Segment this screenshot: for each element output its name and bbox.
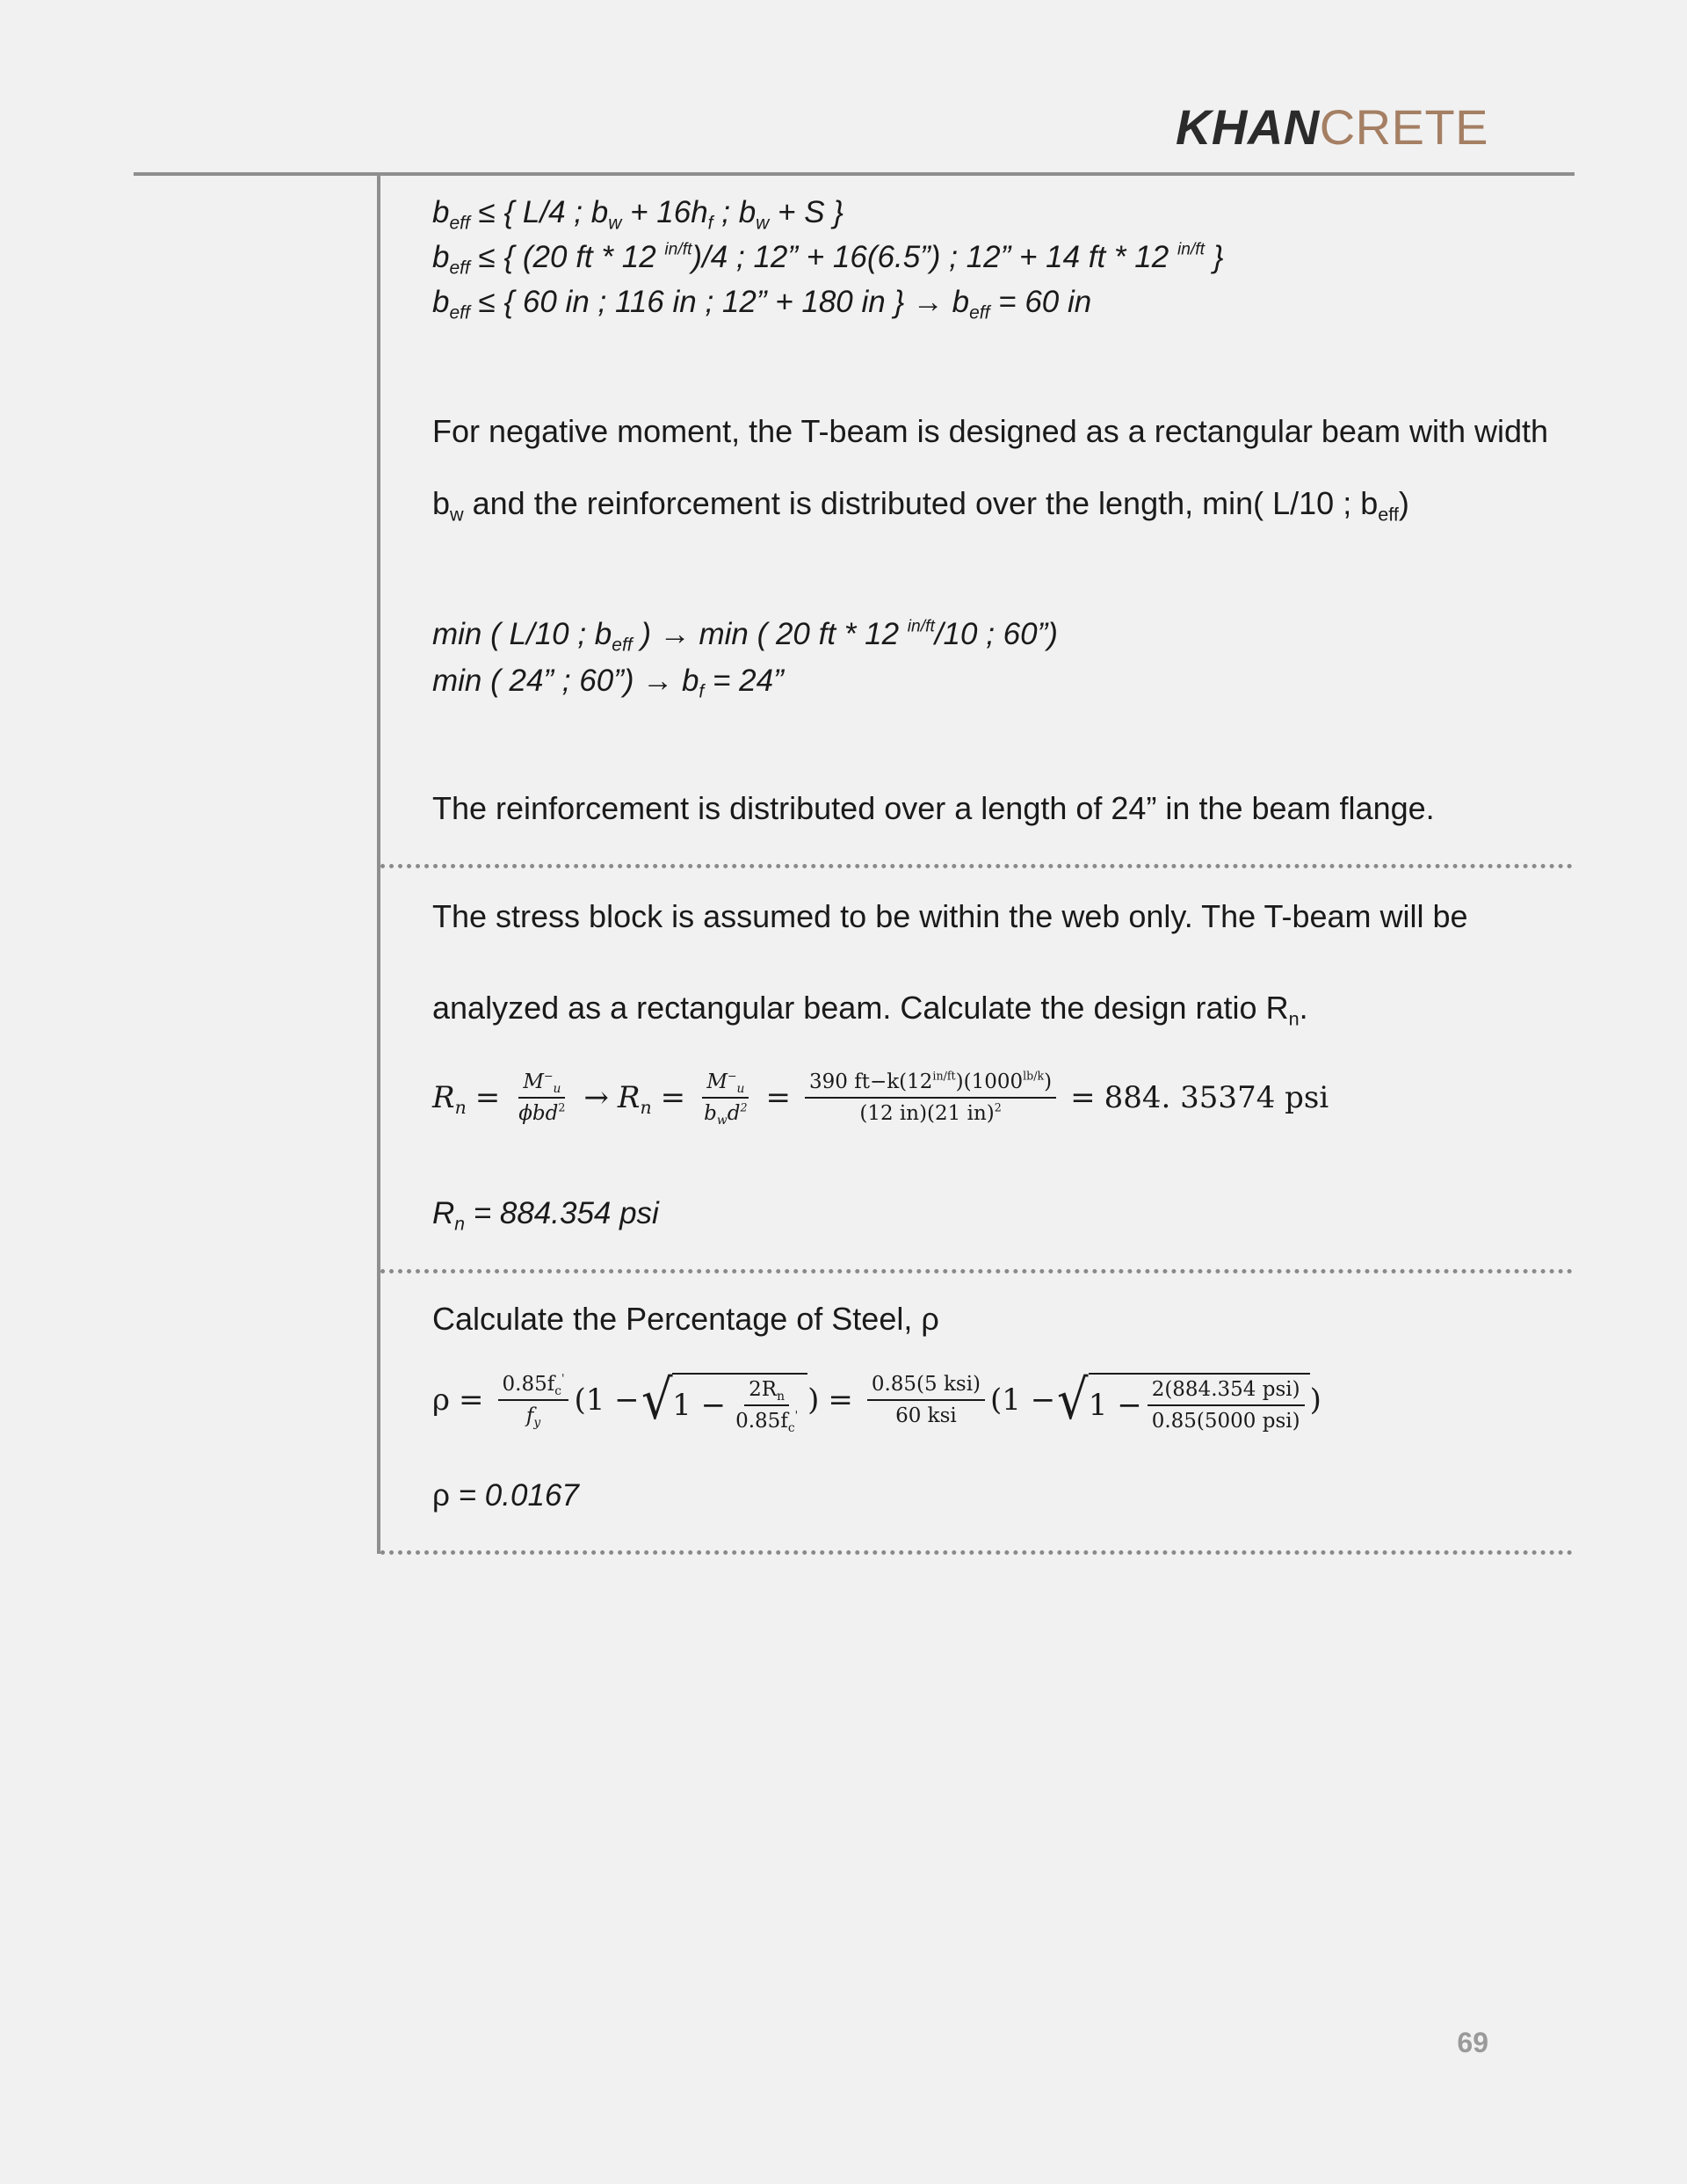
section-divider-1 [380, 864, 1573, 868]
rn-fraction-2: $\frac{M^-_u}{b_wd^2}$ [704, 1069, 748, 1128]
para-negative-moment-line-1: For negative moment, the T-beam is designed as a rectangular beam with width [432, 413, 1549, 449]
min-line-1: min ( L/10 ; $b_{eff}$ ) → min ( 20 ft * 12 $^{in/ft}$/10 ; 60”) [432, 617, 1058, 656]
header-rule [134, 172, 1575, 176]
rho-equation: ρ = $\frac{0.85f_c'}{f_y}$ (1 − √ 1 − $\frac{2R_n}{0.85f_c'}$ ) = $\frac{\text{0.85(5 ksi)}}{\text{60 ksi}}$ (1 − √ 1 − $\frac{\text{2(884.354 psi)}}{\text{0.85(5000 psi)}}$ ) [432, 1368, 1321, 1435]
para-stress-block-line-2: analyzed as a rectangular beam. Calculate the design ratio $R_n$. [432, 990, 1308, 1030]
rn-result: $R_n = 884.354$ psi [432, 1196, 659, 1235]
brand-logo [1176, 98, 1488, 156]
page-number: 69 [1457, 2027, 1488, 2058]
rn-fraction-1: $\frac{M^-_u}{\phi bd^2}$ [518, 1069, 566, 1125]
rho-sqrt-1: √ 1 − $\frac{2R_n}{0.85f_c'}$ [640, 1368, 807, 1433]
rho-fraction-3: $\frac{\text{0.85(5 ksi)}}{\text{60 ksi}}$ [867, 1373, 985, 1427]
beff-line-2: $b_{eff}$ ≤ { (20 ft * 12 $^{in/ft}$)/4 ; 12” + 16(6.5”) ; 12” + 14 ft * 12 $^{in/ft}$ } [432, 240, 1224, 279]
para-reinforcement-distribution: The reinforcement is distributed over a length of 24” in the beam flange. [432, 790, 1435, 826]
rho-sqrt-2: √ 1 − $\frac{\text{2(884.354 psi)}}{\text{0.85(5000 psi)}}$ [1055, 1368, 1309, 1433]
rn-fraction-3: $\frac{390 ft-k(12^{in/ft})(1000^{lb/k})}{(12 in)(21 in)^2}$ [805, 1070, 1056, 1125]
para-stress-block-line-1: The stress block is assumed to be within the web only. The T-beam will be [432, 898, 1468, 934]
brand-logo-part1: KHAN [1175, 99, 1320, 155]
rho-fraction-1: $\frac{0.85f_c'}{f_y}$ [498, 1373, 569, 1427]
section-divider-3 [380, 1550, 1573, 1555]
section-divider-2 [380, 1269, 1573, 1273]
beff-line-3: $b_{eff}$ ≤ { 60 in ; 116 in ; 12” + 180 in } → $b_{eff} = 60$ in [432, 285, 1092, 323]
rho-result: ρ = 0.0167 [432, 1478, 579, 1513]
brand-logo-part2: CRETE [1319, 99, 1488, 155]
min-line-2: min ( 24” ; 60”) → $b_f = 24$” [432, 664, 784, 702]
para-percentage-of-steel: Calculate the Percentage of Steel, ρ [432, 1301, 939, 1337]
rn-equation: $R_n$ = $\frac{M^-_u}{\phi bd^2}$ → $R_n$ = $\frac{M^-_u}{b_wd^2}$ = $\frac{390 ft-k(12^{in/ft})(1000^{lb/k})}{(12 in)(21 in)^2}$ = 884. 35374 psi [432, 1069, 1329, 1128]
para-negative-moment-line-2: $b_w$ and the reinforcement is distributed over the length, min( L/10 ; $b_{eff}$) [432, 485, 1409, 526]
beff-line-1: $b_{eff}$ ≤ { L/4 ; $b_w + 16h_f$ ; $b_w + S$ } [432, 195, 844, 234]
